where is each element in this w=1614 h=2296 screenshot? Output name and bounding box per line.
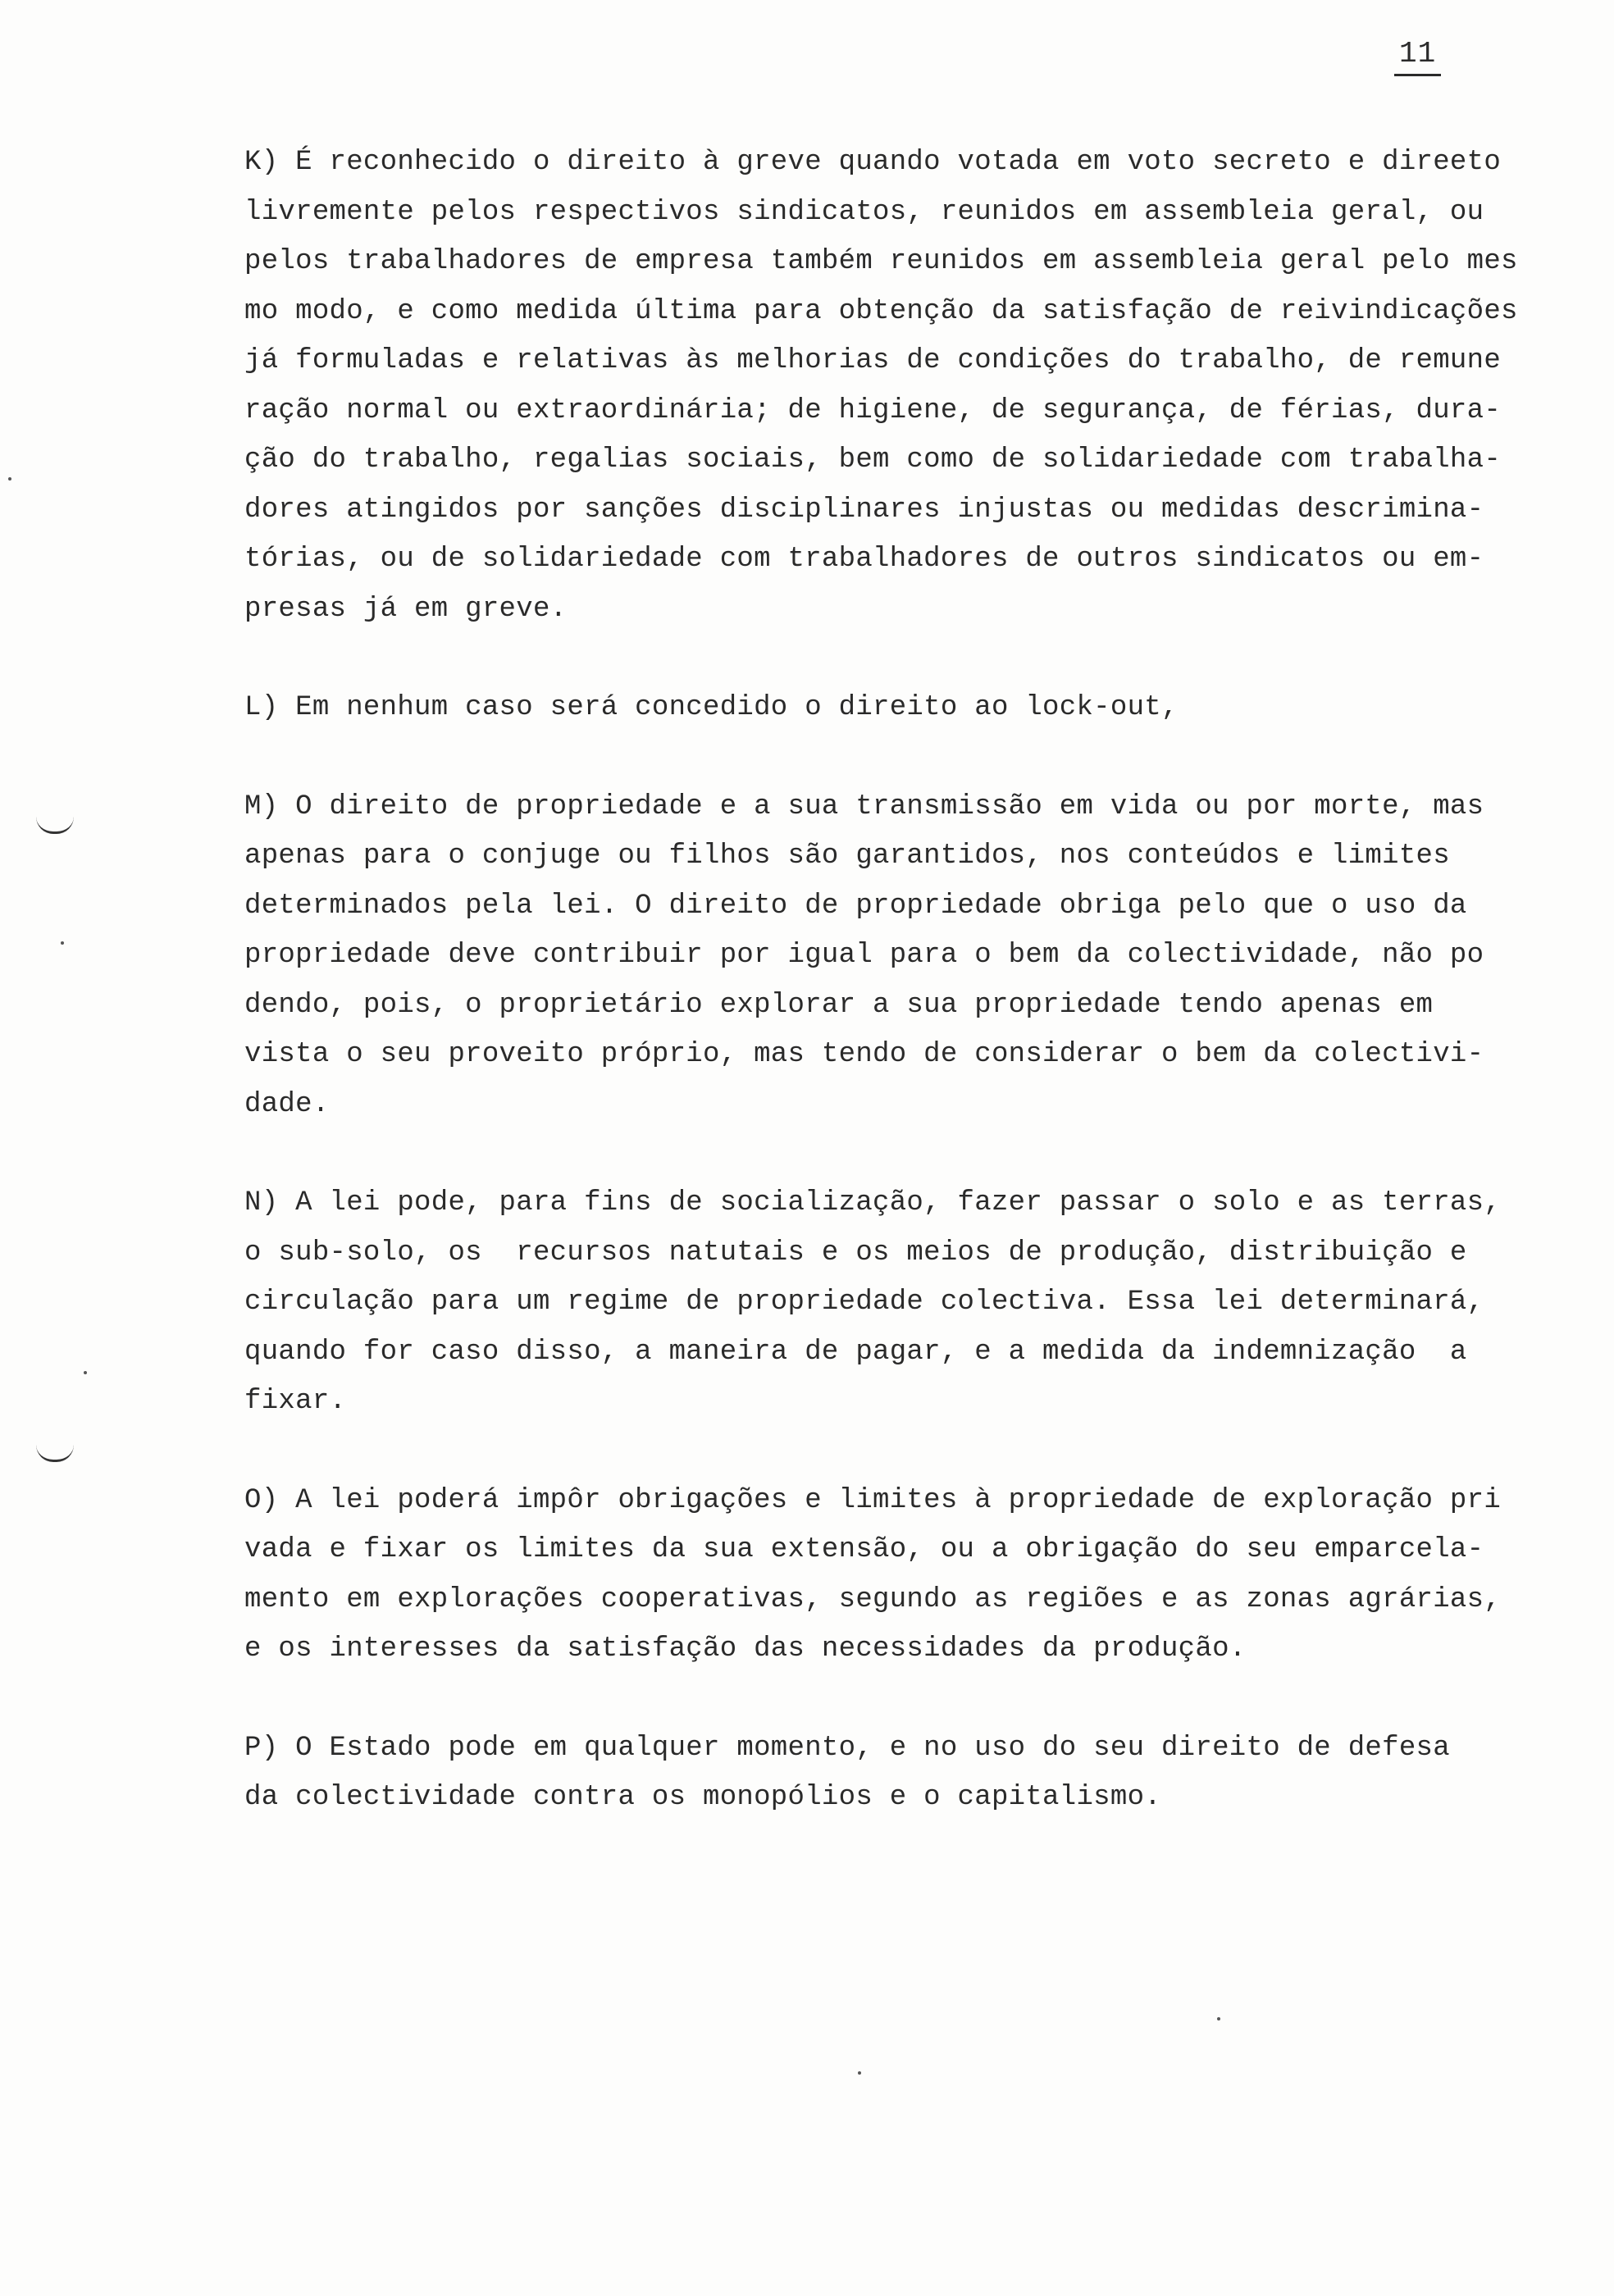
paragraph-k [244,138,1589,634]
text-line: ração normal ou extraordinária; de higiene, de segurança, de férias, dura- [244,394,1502,426]
text-line: P) O Estado pode em qualquer momento, e no uso do seu direito de defesa [244,1732,1450,1764]
page-number: 11 [1394,36,1441,76]
text-line: dendo, pois, o proprietário explorar a sua propriedade tendo apenas em [244,989,1434,1021]
scan-mark-lower [36,1445,74,1462]
paragraph-p [244,1724,1589,1823]
text-line: quando for caso disso, a maneira de pagar, e a medida da indemnização a [244,1336,1467,1368]
text-line: dade. [244,1088,330,1120]
text-line: da colectividade contra os monopólios e o capitalismo. [244,1782,1161,1813]
scan-speck [1217,2017,1220,2020]
paragraph-m [244,782,1589,1130]
text-line: pelos trabalhadores de empresa também reunidos em assembleia geral pelo mes [244,246,1518,277]
text-line: tórias, ou de solidariedade com trabalhadores de outros sindicatos ou em- [244,544,1484,575]
paragraph-o [244,1476,1589,1674]
text-line: vista o seu proveito próprio, mas tendo de considerar o bem da colectivi- [244,1039,1484,1070]
text-line: L) Em nenhum caso será concedido o direito ao lock-out, [244,692,1179,723]
text-line: mo modo, e como medida última para obtenção da satisfação de reivindicações [244,295,1518,327]
scan-speck [61,941,64,945]
text-line: N) A lei pode, para fins de socialização, fazer passar o solo e as terras, [244,1187,1502,1219]
paragraph-l [244,683,1589,733]
text-line: M) O direito de propriedade e a sua transmissão em vida ou por morte, mas [244,790,1484,822]
text-line: o sub-solo, os recursos natutais e os meios de produção, distribuição e [244,1237,1467,1269]
text-line: e os interesses da satisfação das necessidades da produção. [244,1633,1247,1665]
paragraph-n [244,1178,1589,1427]
text-line: dores atingidos por sanções disciplinares injustas ou medidas descrimina- [244,494,1484,526]
text-line: O) A lei poderá impôr obrigações e limites à propriedade de exploração pri [244,1484,1502,1516]
scan-speck [84,1371,87,1374]
text-line: já formuladas e relativas às melhorias de condições do trabalho, de remune [244,345,1502,376]
text-line: fixar. [244,1386,347,1417]
text-line: circulação para um regime de propriedade colectiva. Essa lei determinará, [244,1287,1484,1318]
text-line: ção do trabalho, regalias sociais, bem como de solidariedade com trabalha- [244,444,1502,476]
scan-mark-upper [36,817,74,834]
text-line: propriedade deve contribuir por igual para o bem da colectividade, não po [244,940,1484,971]
text-line: mento em explorações cooperativas, segundo as regiões e as zonas agrárias, [244,1583,1502,1615]
text-line: presas já em greve. [244,593,568,625]
text-line: determinados pela lei. O direito de propriedade obriga pelo que o uso da [244,890,1467,922]
text-line: apenas para o conjuge ou filhos são garantidos, nos conteúdos e limites [244,840,1450,872]
text-line: K) É reconhecido o direito à greve quando votada em voto secreto e direeto [244,147,1502,178]
text-line: vada e fixar os limites da sua extensão, ou a obrigação do seu emparcela- [244,1534,1484,1565]
scan-speck [8,477,11,481]
scan-speck [858,2071,861,2075]
body-text [244,138,1589,1872]
text-line: livremente pelos respectivos sindicatos, reunidos em assembleia geral, ou [244,196,1484,228]
